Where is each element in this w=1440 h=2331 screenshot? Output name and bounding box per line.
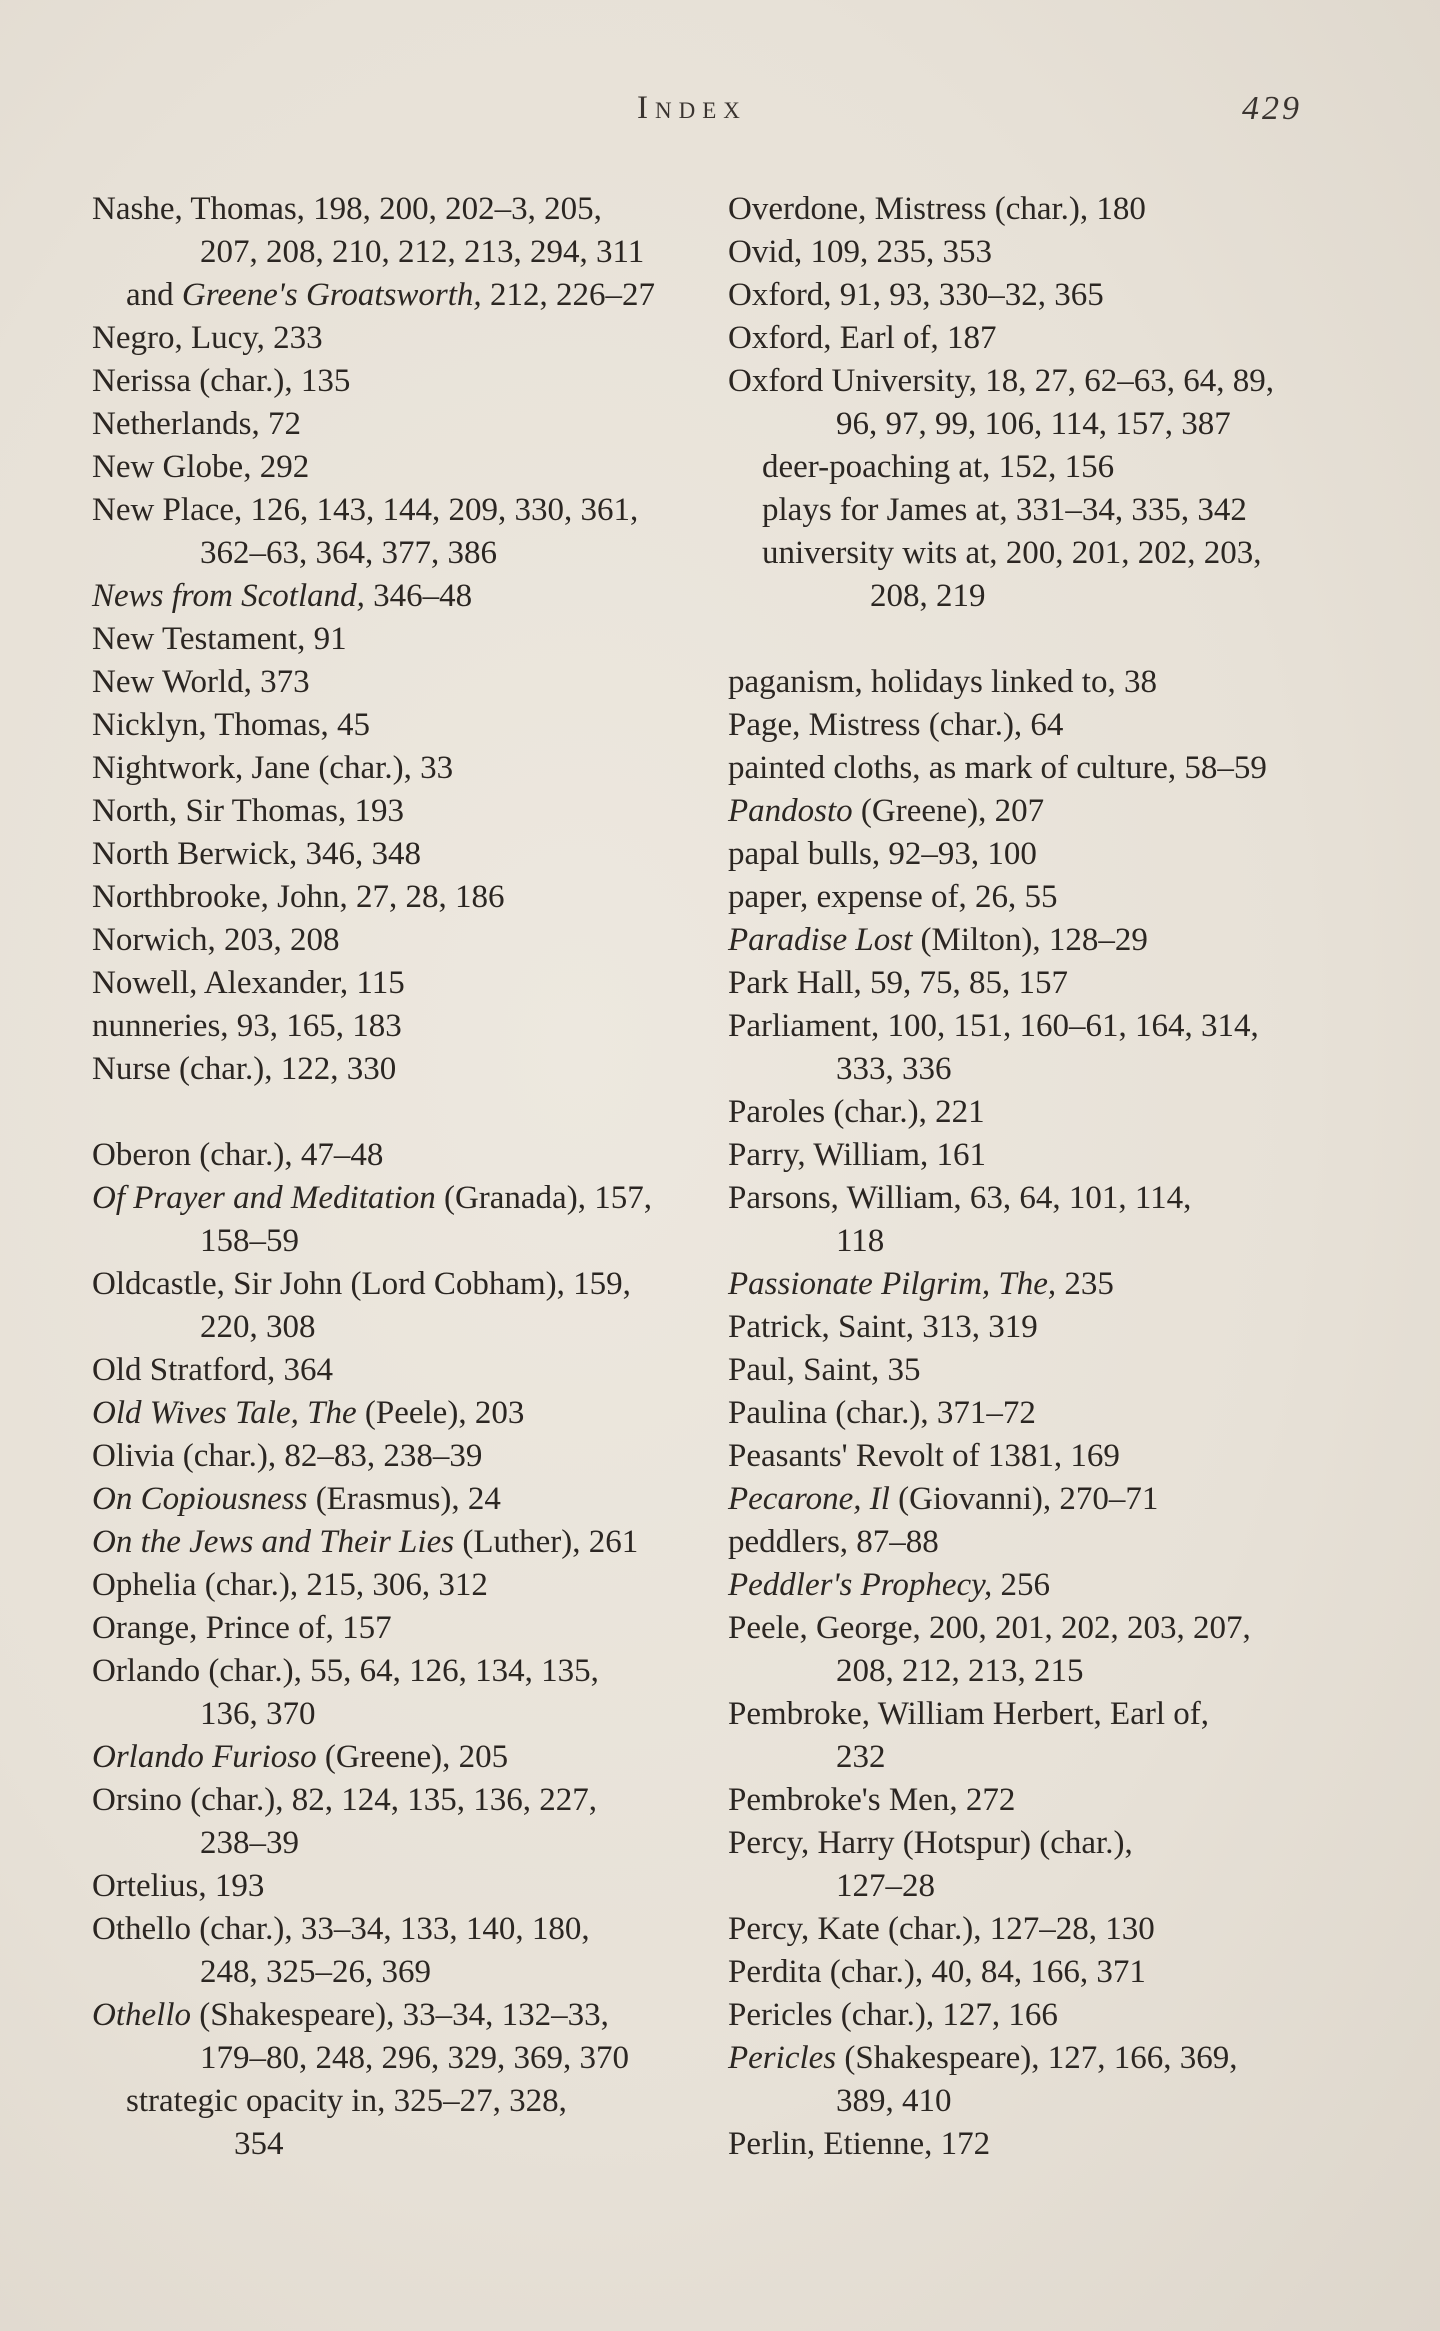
index-entry: Nightwork, Jane (char.), 33 — [92, 750, 454, 786]
index-entry: New Testament, 91 — [92, 621, 347, 657]
index-entry: North Berwick, 346, 348 — [92, 836, 422, 872]
index-entry: paganism, holidays linked to, 38 — [728, 664, 1157, 700]
index-entry: Pembroke's Men, 272 — [728, 1782, 1016, 1818]
index-entry: Nurse (char.), 122, 330 — [92, 1051, 397, 1087]
index-subentry: strategic opacity in, 325–27, 328, 354 — [126, 2083, 567, 2162]
page-number: 429 — [1242, 90, 1302, 127]
index-entry: Nerissa (char.), 135 — [92, 363, 351, 399]
running-head-title: Index — [637, 90, 747, 126]
index-entry: paper, expense of, 26, 55 — [728, 879, 1058, 915]
index-entry: Oxford, Earl of, 187 — [728, 320, 997, 356]
index-entry: Patrick, Saint, 313, 319 — [728, 1309, 1038, 1345]
index-entry: Ophelia (char.), 215, 306, 312 — [92, 1567, 488, 1603]
index-entry: Netherlands, 72 — [92, 406, 301, 442]
index-entry: nunneries, 93, 165, 183 — [92, 1008, 402, 1044]
index-subentry: and Greene's Groatsworth, 212, 226–27 — [126, 277, 655, 313]
index-entry: Oxford, 91, 93, 330–32, 365 — [728, 277, 1104, 313]
index-entry: Peasants' Revolt of 1381, 169 — [728, 1438, 1120, 1474]
index-entry: Passionate Pilgrim, The, 235 — [728, 1266, 1114, 1302]
index-entry: Old Wives Tale, The (Peele), 203 — [92, 1395, 525, 1431]
index-entry: New World, 373 — [92, 664, 310, 700]
index-entry: On Copiousness (Erasmus), 24 — [92, 1481, 501, 1517]
index-entry: Overdone, Mistress (char.), 180 — [728, 191, 1146, 227]
index-entry: North, Sir Thomas, 193 — [92, 793, 404, 829]
index-entry: Orsino (char.), 82, 124, 135, 136, 227, 238–39 — [92, 1782, 598, 1861]
index-entry: Ovid, 109, 235, 353 — [728, 234, 992, 270]
index-entry: painted cloths, as mark of culture, 58–59 — [728, 750, 1267, 786]
index-entry: Percy, Harry (Hotspur) (char.), 127–28 — [728, 1825, 1133, 1904]
index-entry: Pecarone, Il (Giovanni), 270–71 — [728, 1481, 1159, 1517]
index-entry: Nowell, Alexander, 115 — [92, 965, 405, 1001]
index-entry: Peele, George, 200, 201, 202, 203, 207, 208, 212, 213, 215 — [728, 1610, 1251, 1689]
index-entry: Oldcastle, Sir John (Lord Cobham), 159, 220, 308 — [92, 1266, 631, 1345]
index-entry: Parliament, 100, 151, 160–61, 164, 314, 333, 336 — [728, 1008, 1259, 1087]
index-entry: Paul, Saint, 35 — [728, 1352, 921, 1388]
index-entry: New Globe, 292 — [92, 449, 310, 485]
index-entry: Negro, Lucy, 233 — [92, 320, 323, 356]
index-entry: peddlers, 87–88 — [728, 1524, 939, 1560]
index-entry: Oberon (char.), 47–48 — [92, 1137, 384, 1173]
index-entry: Pericles (Shakespeare), 127, 166, 369, 389, 410 — [728, 2040, 1238, 2119]
index-entry: New Place, 126, 143, 144, 209, 330, 361, 362–63, 364, 377, 386 — [92, 492, 639, 571]
index-entry: Oxford University, 18, 27, 62–63, 64, 89, 96, 97, 99, 106, 114, 157, 387 — [728, 363, 1274, 442]
index-column-left — [92, 188, 712, 2166]
index-entry: Nashe, Thomas, 198, 200, 202–3, 205, 207, 208, 210, 212, 213, 294, 311 — [92, 191, 645, 270]
index-entry: Paradise Lost (Milton), 128–29 — [728, 922, 1148, 958]
running-head — [0, 90, 1440, 134]
index-entry: Percy, Kate (char.), 127–28, 130 — [728, 1911, 1155, 1947]
index-entry: Paroles (char.), 221 — [728, 1094, 985, 1130]
section-gap — [728, 618, 1348, 661]
index-entry: Page, Mistress (char.), 64 — [728, 707, 1064, 743]
index-subentry: plays for James at, 331–34, 335, 342 — [762, 492, 1247, 528]
index-entry: Peddler's Prophecy, 256 — [728, 1567, 1051, 1603]
index-entry: Pericles (char.), 127, 166 — [728, 1997, 1058, 2033]
index-entry: On the Jews and Their Lies (Luther), 261 — [92, 1524, 639, 1560]
index-entry: Olivia (char.), 82–83, 238–39 — [92, 1438, 483, 1474]
index-entry: Othello (char.), 33–34, 133, 140, 180, 248, 325–26, 369 — [92, 1911, 590, 1990]
index-entry: Old Stratford, 364 — [92, 1352, 334, 1388]
index-entry: Pandosto (Greene), 207 — [728, 793, 1045, 829]
section-gap — [92, 1091, 712, 1134]
index-entry: Orange, Prince of, 157 — [92, 1610, 392, 1646]
index-subentry: university wits at, 200, 201, 202, 203, 208, 219 — [762, 535, 1262, 614]
index-entry: Orlando (char.), 55, 64, 126, 134, 135, 136, 370 — [92, 1653, 599, 1732]
index-entry: News from Scotland, 346–48 — [92, 578, 473, 614]
index-entry: Park Hall, 59, 75, 85, 157 — [728, 965, 1069, 1001]
index-entry: Nicklyn, Thomas, 45 — [92, 707, 371, 743]
index-entry: papal bulls, 92–93, 100 — [728, 836, 1037, 872]
index-subentry: deer-poaching at, 152, 156 — [762, 449, 1115, 485]
index-entry: Pembroke, William Herbert, Earl of, 232 — [728, 1696, 1209, 1775]
index-entry: Northbrooke, John, 27, 28, 186 — [92, 879, 505, 915]
index-entry: Othello (Shakespeare), 33–34, 132–33, 179–80, 248, 296, 329, 369, 370 — [92, 1997, 629, 2076]
index-entry: Parsons, William, 63, 64, 101, 114, 118 — [728, 1180, 1192, 1259]
index-entry: Perlin, Etienne, 172 — [728, 2126, 991, 2162]
index-entry: Perdita (char.), 40, 84, 166, 371 — [728, 1954, 1146, 1990]
index-entry: Ortelius, 193 — [92, 1868, 265, 1904]
index-entry: Of Prayer and Meditation (Granada), 157, 158–59 — [92, 1180, 652, 1259]
index-entry: Parry, William, 161 — [728, 1137, 987, 1173]
index-column-right — [728, 188, 1348, 2166]
index-entry: Orlando Furioso (Greene), 205 — [92, 1739, 509, 1775]
index-entry: Paulina (char.), 371–72 — [728, 1395, 1036, 1431]
index-entry: Norwich, 203, 208 — [92, 922, 340, 958]
